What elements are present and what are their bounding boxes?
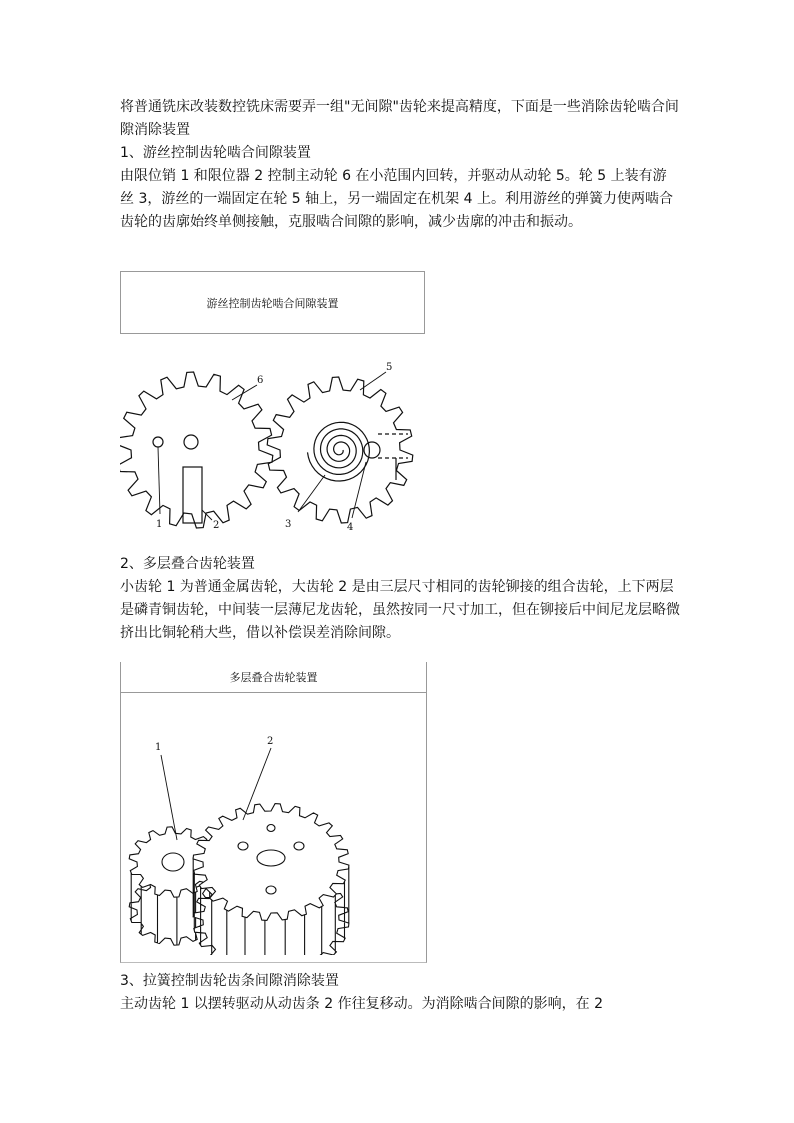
frame-post-4 — [364, 442, 380, 458]
label-1: 1 — [156, 519, 163, 530]
section2-body: 小齿轮 1 为普通金属齿轮，大齿轮 2 是由三层尺寸相同的齿轮铆接的组合齿轮，上下两层是磷青铜齿轮，中间装一层薄尼龙齿轮，虽然按同一尺寸加工，但在铆接后中间尼龙层略微挤出比铜轮稍大些，借以补偿误差消除间隙。 — [120, 579, 680, 641]
figure1-title-box — [120, 271, 425, 334]
figure1-drawing — [120, 350, 430, 540]
label-6: 6 — [257, 375, 264, 386]
drive-gear-6 — [120, 372, 273, 528]
intro-paragraph: 将普通铣床改装数控铣床需要弄一组"无间隙"齿轮来提高精度，下面是一些消除齿轮啮合间隙消除装置 — [120, 99, 679, 138]
label-2: 2 — [267, 736, 274, 747]
label-5: 5 — [386, 362, 393, 373]
hub-hole — [184, 435, 198, 449]
section2-heading: 2、多层叠合齿轮装置 — [120, 556, 255, 572]
label-2: 2 — [213, 520, 220, 531]
figure2-title: 多层叠合齿轮装置 — [229, 671, 318, 684]
label-3: 3 — [285, 519, 292, 530]
figure2-title-box — [121, 662, 426, 693]
leader-3 — [298, 475, 325, 512]
leader-1 — [158, 447, 160, 514]
section3-heading: 3、拉簧控制齿轮齿条间隙消除装置 — [120, 973, 339, 989]
section1-body: 由限位销 1 和限位器 2 控制主动轮 6 在小范围内回转，并驱动从动轮 5。轮 5 上装有游丝 3，游丝的一端固定在轮 5 轴上，另一端固定在机架 4 上。利用游丝的弹簧力使两啮合齿轮的齿廓始终单侧接触，克服啮合间隙的影响，减少齿廓的冲击和振动。 — [120, 168, 673, 230]
label-4: 4 — [347, 522, 354, 533]
section1-heading: 1、游丝控制齿轮啮合间隙装置 — [120, 145, 311, 161]
figure2-drawing — [121, 700, 421, 955]
label-1: 1 — [155, 742, 162, 753]
limit-pin-1 — [153, 437, 163, 447]
figure1-title: 游丝控制齿轮啮合间隙装置 — [206, 296, 339, 310]
driven-gear-5 — [267, 377, 413, 523]
hairspring-3 — [308, 422, 370, 481]
section3-body: 主动齿轮 1 以摆转驱动从动齿条 2 作往复移动。为消除啮合间隙的影响，在 2 — [120, 996, 603, 1012]
